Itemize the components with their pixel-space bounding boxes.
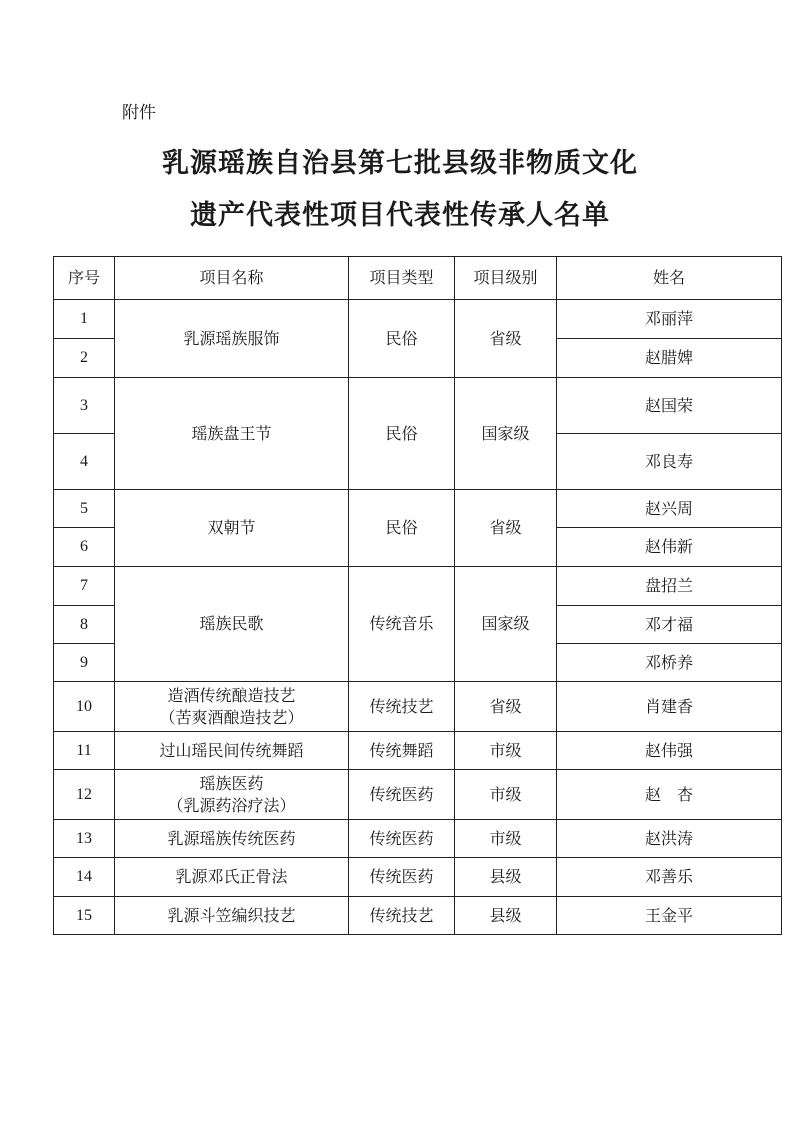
serial-number-cell: 4: [54, 434, 115, 490]
project-name-line: （乳源药浴疗法）: [167, 795, 296, 815]
inheritor-name-cell: 邓善乐: [557, 858, 782, 897]
project-name-cell: [115, 770, 349, 820]
table-row: [54, 567, 782, 606]
project-level-cell: 市级: [455, 820, 557, 858]
project-name-line: 乳源斗笠编织技艺: [167, 905, 296, 925]
inheritor-name-cell: 邓良寿: [557, 434, 782, 490]
header-project-name: 项目名称: [115, 257, 349, 300]
serial-number-cell: 8: [54, 606, 115, 644]
serial-number-cell: 13: [54, 820, 115, 858]
project-name-cell: [115, 897, 349, 935]
table-row: [54, 682, 782, 732]
project-name-cell: [115, 820, 349, 858]
project-name-cell: [115, 682, 349, 732]
project-type-cell: 民俗: [349, 490, 455, 567]
serial-number-cell: 15: [54, 897, 115, 935]
inheritor-name-cell: 赵国荣: [557, 378, 782, 434]
header-name: 姓名: [557, 257, 782, 300]
project-level-cell: 省级: [455, 300, 557, 378]
serial-number-cell: 5: [54, 490, 115, 528]
serial-number-cell: 10: [54, 682, 115, 732]
table-row: [54, 490, 782, 528]
serial-number-cell: 7: [54, 567, 115, 606]
inheritor-name-cell: 邓才福: [557, 606, 782, 644]
serial-number-cell: 6: [54, 528, 115, 567]
project-type-cell: 传统技艺: [349, 682, 455, 732]
project-name-cell: [115, 567, 349, 682]
inheritor-name-cell: 赵洪涛: [557, 820, 782, 858]
table-body: [54, 300, 782, 935]
inheritor-name-cell: 赵伟强: [557, 732, 782, 770]
document-title-line-2: 遗产代表性项目代表性传承人名单: [190, 200, 610, 231]
document-title-line-1: 乳源瑶族自治县第七批县级非物质文化: [162, 148, 638, 179]
table-row: [54, 732, 782, 770]
project-name-line: 双朝节: [207, 518, 256, 537]
table-header-row: [54, 257, 782, 300]
table-row: [54, 770, 782, 820]
project-name-cell: [115, 378, 349, 490]
serial-number-cell: 9: [54, 644, 115, 682]
project-level-cell: 省级: [455, 682, 557, 732]
attachment-label: 附件: [122, 103, 156, 123]
project-name-line: 乳源瑶族服饰: [183, 328, 280, 348]
project-level-cell: 市级: [455, 770, 557, 820]
table-row: [54, 820, 782, 858]
inheritor-name-cell: 赵伟新: [557, 528, 782, 567]
project-name-line: 乳源邓氏正骨法: [175, 867, 288, 886]
project-name-line: 瑶族盘王节: [191, 423, 272, 443]
project-name-cell: [115, 300, 349, 378]
header-project-type: 项目类型: [349, 257, 455, 300]
header-serial-number: 序号: [54, 257, 115, 300]
inheritor-name-cell: 邓丽萍: [557, 300, 782, 339]
serial-number-cell: 1: [54, 300, 115, 339]
table-row: [54, 378, 782, 434]
table-row: [54, 858, 782, 897]
project-level-cell: 省级: [455, 490, 557, 567]
inheritor-name-cell: 赵 杏: [557, 770, 782, 820]
serial-number-cell: 11: [54, 732, 115, 770]
project-level-cell: 国家级: [455, 378, 557, 490]
project-name-line: 瑶族医药: [199, 773, 264, 793]
project-type-cell: 民俗: [349, 300, 455, 378]
table-row: [54, 897, 782, 935]
project-level-cell: 县级: [455, 858, 557, 897]
project-name-line: 过山瑶民间传统舞蹈: [159, 740, 304, 760]
serial-number-cell: 2: [54, 339, 115, 378]
project-type-cell: 传统医药: [349, 820, 455, 858]
project-name-cell: [115, 732, 349, 770]
inheritor-name-cell: 盘招兰: [557, 567, 782, 606]
serial-number-cell: 14: [54, 858, 115, 897]
inheritor-name-cell: 赵兴周: [557, 490, 782, 528]
project-name-line: （苦爽酒酿造技艺）: [159, 707, 304, 727]
project-name-line: 乳源瑶族传统医药: [167, 828, 296, 848]
project-type-cell: 传统技艺: [349, 897, 455, 935]
project-level-cell: 县级: [455, 897, 557, 935]
inheritor-name-cell: 肖建香: [557, 682, 782, 732]
inheritor-name-cell: 赵腊婢: [557, 339, 782, 378]
project-name-line: 瑶族民歌: [199, 614, 264, 633]
project-type-cell: 传统医药: [349, 770, 455, 820]
project-name-cell: [115, 858, 349, 897]
inheritor-table: [53, 256, 782, 935]
project-level-cell: 市级: [455, 732, 557, 770]
project-level-cell: 国家级: [455, 567, 557, 682]
inheritor-name-cell: 邓桥养: [557, 644, 782, 682]
project-type-cell: 民俗: [349, 378, 455, 490]
project-type-cell: 传统医药: [349, 858, 455, 897]
header-project-level: 项目级别: [455, 257, 557, 300]
table-row: [54, 300, 782, 339]
project-type-cell: 传统舞蹈: [349, 732, 455, 770]
project-name-line: 造酒传统酿造技艺: [167, 685, 296, 705]
inheritor-name-cell: 王金平: [557, 897, 782, 935]
project-name-cell: [115, 490, 349, 567]
serial-number-cell: 12: [54, 770, 115, 820]
serial-number-cell: 3: [54, 378, 115, 434]
project-type-cell: 传统音乐: [349, 567, 455, 682]
